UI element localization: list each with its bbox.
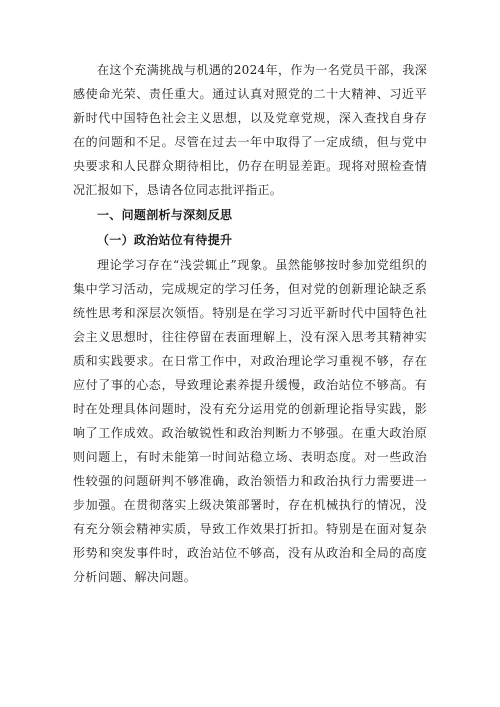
intro-paragraph: 在这个充满挑战与机遇的2024年，作为一名党员干部，我深感使命光荣、责任重大。通过认真对照党的二十大精神、习近平新时代中国特色社会主义思想，以及党章党规，深入查找自身存在的问题和不足。尽管在过去一年中取得了一定成绩，但与党中央要求和人民群众期待相比，仍存在明显差距。现将对照检查情况汇报如下，恳请各位同志批评指正。 (73, 63, 427, 197)
body-paragraph: 理论学习存在“浅尝辄止”现象。虽然能够按时参加党组织的集中学习活动，完成规定的学习任务，但对党的创新理论缺乏系统性思考和深层次领悟。特别是在学习习近平新时代中国特色社会主义思想时，往往停留在表面理解上，没有深入思考其精神实质和实践要求。在日常工作中，对政治理论学习重视不够，存在应付了事的心态，导致理论素养提升缓慢，政治站位不够高。有时在处理具体问题时，没有充分运用党的创新理论指导实践，影响了工作成效。政治敏锐性和政治判断力不够强。在重大政治原则问题上，有时未能第一时间站稳立场、表明态度。对一些政治性较强的问题研判不够准确，政治领悟力和政治执行力需要进一步加强。在贯彻落实上级决策部署时，存在机械执行的情况，没有充分领会精神实质，导致工作效果打折扣。特别是在面对复杂形势和突发事件时，政治站位不够高，没有从政治和全局的高度分析问题、解决问题。 (73, 258, 427, 584)
section-heading: 一、问题剖析与深刻反思 (97, 208, 233, 222)
document-page (73, 58, 427, 589)
subsection-heading: （一）政治站位有待提升 (97, 233, 233, 247)
